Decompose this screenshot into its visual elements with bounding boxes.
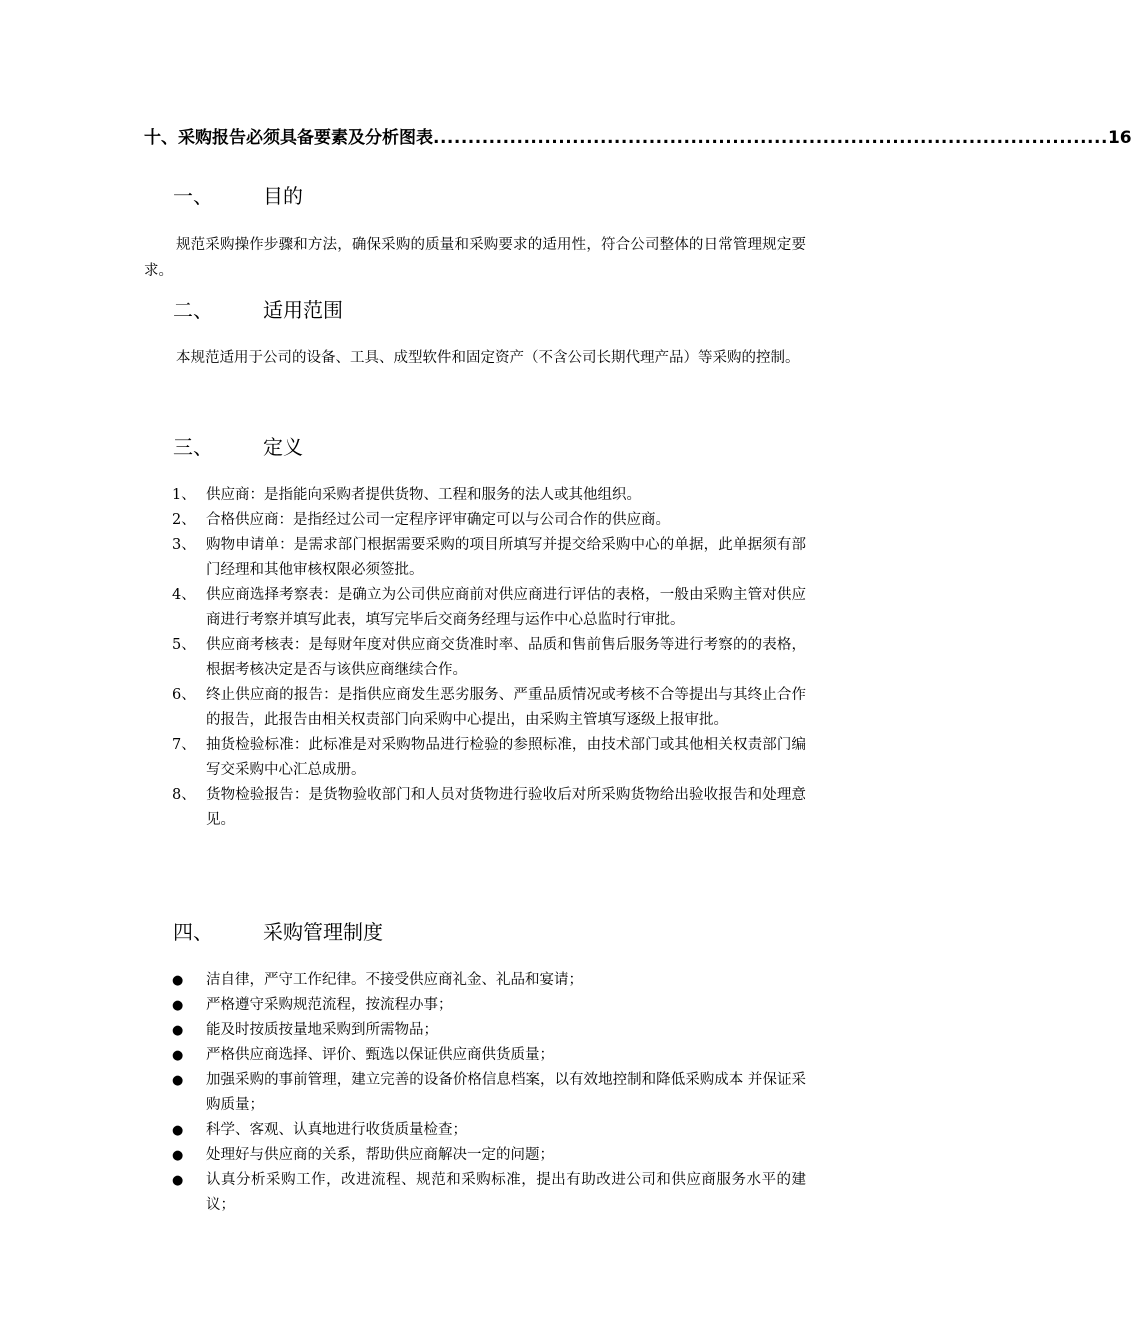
section-title: 目的 (263, 184, 303, 208)
definition-item (172, 583, 806, 633)
section-heading-definitions (173, 433, 303, 461)
definition-item (172, 633, 806, 683)
definition-number: 3、 (172, 537, 196, 553)
bullet-icon: ● (172, 973, 184, 988)
definition-text: 合格供应商：是指经过公司一定程序评审确定可以与公司合作的供应商。 (206, 512, 670, 528)
section-heading-scope (173, 296, 343, 324)
rule-item (172, 1168, 806, 1218)
bullet-icon: ● (172, 998, 184, 1013)
rule-item (172, 1118, 806, 1143)
bullet-icon: ● (172, 1173, 184, 1188)
bullet-icon: ● (172, 1123, 184, 1138)
section-title: 采购管理制度 (263, 920, 383, 944)
rule-item (172, 1043, 806, 1068)
definition-number: 4、 (172, 587, 196, 603)
rule-text: 处理好与供应商的关系，帮助供应商解决一定的问题； (206, 1147, 554, 1163)
scope-paragraph: 本规范适用于公司的设备、工具、成型软件和固定资产（不含公司长期代理产品）等采购的控制。 (176, 350, 800, 366)
definition-text: 供应商选择考察表：是确立为公司供应商前对供应商进行评估的表格，一般由采购主管对供应商进行考察并填写此表，填写完毕后交商务经理与运作中心总监时行审批。 (206, 587, 806, 628)
definition-number: 2、 (172, 512, 196, 528)
section-heading-procurement-rules (173, 918, 383, 946)
rule-item (172, 968, 806, 993)
toc-entry[interactable] (144, 126, 1132, 150)
rule-text: 加强采购的事前管理，建立完善的设备价格信息档案，以有效地控制和降低采购成本 并保证采购质量； (206, 1072, 806, 1113)
section-number: 四、 (173, 920, 213, 944)
definition-number: 7、 (172, 737, 196, 753)
rule-text: 严格遵守采购规范流程，按流程办事； (206, 997, 453, 1013)
section-number: 二、 (173, 298, 213, 322)
rule-item (172, 1068, 806, 1118)
section-heading-purpose (173, 182, 303, 210)
rule-item (172, 993, 806, 1018)
rule-text: 严格供应商选择、评价、甄选以保证供应商供货质量； (206, 1047, 554, 1063)
bullet-icon: ● (172, 1073, 184, 1088)
definition-text: 供应商考核表：是每财年度对供应商交货准时率、品质和售前售后服务等进行考察的的表格，根据考核决定是否与该供应商继续合作。 (206, 637, 806, 678)
definition-text: 货物检验报告：是货物验收部门和人员对货物进行验收后对所采购货物给出验收报告和处理意见。 (206, 787, 806, 828)
section-title: 定义 (263, 435, 303, 459)
definition-item (172, 733, 806, 783)
rules-list (172, 968, 806, 1218)
rule-text: 洁自律，严守工作纪律。不接受供应商礼金、礼品和宴请； (206, 972, 583, 988)
definition-text: 抽货检验标准：此标准是对采购物品进行检验的参照标准，由技术部门或其他相关权责部门编写交采购中心汇总成册。 (206, 737, 806, 778)
bullet-icon: ● (172, 1148, 184, 1163)
toc-number: 十、 (144, 128, 178, 148)
bullet-icon: ● (172, 1023, 184, 1038)
definition-item (172, 683, 806, 733)
definition-number: 8、 (172, 787, 196, 803)
section-number: 三、 (173, 435, 213, 459)
definition-text: 购物申请单：是需求部门根据需要采购的项目所填写并提交给采购中心的单据，此单据须有部门经理和其他审核权限必须签批。 (206, 537, 806, 578)
toc-title: 采购报告必须具备要素及分析图表 (178, 128, 433, 148)
rule-text: 认真分析采购工作，改进流程、规范和采购标准，提出有助改进公司和供应商服务水平的建议； (206, 1172, 806, 1213)
toc-page-number: 16 (1107, 128, 1132, 148)
definition-item (172, 783, 806, 833)
rule-item (172, 1143, 806, 1168)
rule-text: 能及时按质按量地采购到所需物品； (206, 1022, 438, 1038)
definition-text: 终止供应商的报告：是指供应商发生恶劣服务、严重品质情况或考核不合等提出与其终止合作的报告，此报告由相关权责部门向采购中心提出，由采购主管填写逐级上报审批。 (206, 687, 806, 728)
section-title: 适用范围 (263, 298, 343, 322)
purpose-paragraph: 规范采购操作步骤和方法，确保采购的质量和采购要求的适用性，符合公司整体的日常管理规定要求。 (144, 237, 806, 279)
definition-number: 6、 (172, 687, 196, 703)
toc-leader-dots: ................................................................................................. (433, 128, 1108, 148)
definition-item (172, 483, 806, 508)
definitions-list (172, 483, 806, 833)
definition-text: 供应商：是指能向采购者提供货物、工程和服务的法人或其他组织。 (206, 487, 641, 503)
definition-number: 5、 (172, 637, 196, 653)
bullet-icon: ● (172, 1048, 184, 1063)
definition-number: 1、 (172, 487, 196, 503)
definition-item (172, 533, 806, 583)
rule-item (172, 1018, 806, 1043)
definition-item (172, 508, 806, 533)
rule-text: 科学、客观、认真地进行收货质量检查； (206, 1122, 467, 1138)
section-number: 一、 (173, 184, 213, 208)
